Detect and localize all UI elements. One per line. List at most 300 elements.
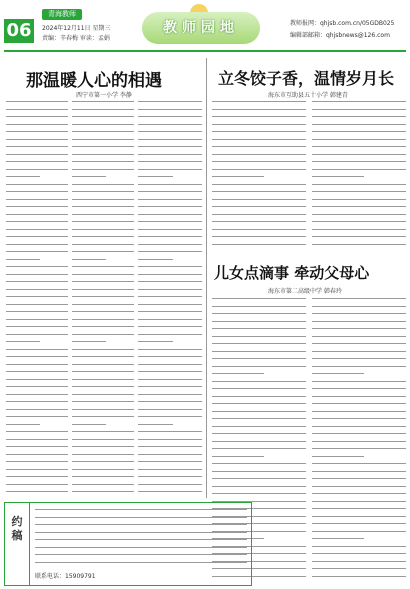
text-line bbox=[138, 109, 202, 110]
text-line bbox=[35, 539, 247, 540]
text-line bbox=[312, 306, 406, 307]
text-line bbox=[212, 176, 264, 177]
text-line bbox=[72, 341, 106, 342]
text-line bbox=[138, 454, 202, 455]
text-line bbox=[212, 351, 306, 352]
text-line bbox=[35, 562, 247, 563]
text-line bbox=[138, 304, 202, 305]
text-line bbox=[312, 199, 406, 200]
article-byline-1: 西宁市第一小学 李静 bbox=[76, 92, 132, 99]
text-line bbox=[72, 356, 134, 357]
text-line bbox=[72, 311, 134, 312]
text-line bbox=[312, 184, 406, 185]
text-line bbox=[138, 491, 202, 492]
text-line bbox=[6, 394, 68, 395]
editors-line: 责编：辛春梅 审读：孟娟 bbox=[42, 35, 110, 42]
text-line bbox=[212, 441, 306, 442]
text-line bbox=[212, 433, 306, 434]
text-line bbox=[312, 478, 406, 479]
text-line bbox=[72, 416, 134, 417]
text-line bbox=[212, 373, 264, 374]
text-line bbox=[212, 358, 306, 359]
text-line bbox=[72, 349, 134, 350]
text-line bbox=[212, 161, 306, 162]
text-line bbox=[138, 274, 202, 275]
text-line bbox=[138, 476, 202, 477]
text-line bbox=[138, 356, 202, 357]
text-line bbox=[212, 244, 306, 245]
text-line bbox=[138, 319, 202, 320]
text-line bbox=[72, 229, 134, 230]
text-line bbox=[212, 184, 306, 185]
article-body-2-col-1 bbox=[212, 101, 306, 251]
text-line bbox=[72, 469, 134, 470]
text-line bbox=[312, 546, 406, 547]
text-line bbox=[138, 184, 202, 185]
section-banner bbox=[142, 12, 260, 44]
text-line bbox=[212, 101, 306, 102]
text-line bbox=[72, 154, 134, 155]
text-line bbox=[312, 358, 406, 359]
text-line bbox=[6, 319, 68, 320]
text-line bbox=[72, 236, 134, 237]
text-line bbox=[312, 139, 406, 140]
text-line bbox=[72, 454, 134, 455]
text-line bbox=[138, 229, 202, 230]
call-for-submissions-box bbox=[4, 502, 252, 586]
text-line bbox=[138, 116, 202, 117]
text-line bbox=[212, 493, 306, 494]
text-line bbox=[138, 176, 173, 177]
text-line bbox=[6, 281, 68, 282]
text-line bbox=[6, 206, 68, 207]
text-line bbox=[138, 296, 202, 297]
text-line bbox=[138, 341, 173, 342]
text-line bbox=[72, 184, 134, 185]
text-line bbox=[6, 446, 68, 447]
text-line bbox=[212, 381, 306, 382]
text-line bbox=[138, 416, 202, 417]
text-line bbox=[312, 463, 406, 464]
text-line bbox=[312, 553, 406, 554]
text-line bbox=[6, 266, 68, 267]
text-line bbox=[6, 236, 68, 237]
text-line bbox=[6, 409, 68, 410]
text-line bbox=[312, 448, 406, 449]
text-line bbox=[312, 343, 406, 344]
text-line bbox=[212, 486, 306, 487]
column-divider bbox=[206, 58, 207, 258]
text-line bbox=[35, 554, 247, 555]
text-line bbox=[312, 388, 406, 389]
text-line bbox=[312, 298, 406, 299]
text-line bbox=[72, 146, 134, 147]
text-line bbox=[138, 131, 202, 132]
text-line bbox=[312, 328, 406, 329]
text-line bbox=[72, 491, 134, 492]
text-line bbox=[72, 251, 134, 252]
issue-date: 2024年12月11日 星期三 bbox=[42, 25, 111, 32]
article-body-3-col-2 bbox=[312, 298, 406, 586]
page-number: 06 bbox=[4, 19, 34, 43]
text-line bbox=[6, 379, 68, 380]
text-line bbox=[138, 349, 202, 350]
text-line bbox=[72, 176, 106, 177]
text-line bbox=[312, 161, 406, 162]
text-line bbox=[212, 366, 306, 367]
text-line bbox=[312, 321, 406, 322]
email-address[interactable]: 编辑部邮箱：qhjsbnews@126.com bbox=[290, 32, 390, 39]
text-line bbox=[72, 401, 134, 402]
ad-contact: 联系电话：15909791 bbox=[35, 573, 96, 580]
text-line bbox=[138, 401, 202, 402]
text-line bbox=[212, 328, 306, 329]
text-line bbox=[6, 199, 68, 200]
text-line bbox=[6, 154, 68, 155]
text-line bbox=[212, 298, 306, 299]
text-line bbox=[6, 424, 40, 425]
section-banner-title: 教师园地 bbox=[163, 20, 239, 36]
text-line bbox=[6, 274, 68, 275]
text-line bbox=[6, 371, 68, 372]
text-line bbox=[6, 296, 68, 297]
text-line bbox=[138, 146, 202, 147]
text-line bbox=[312, 176, 364, 177]
text-line bbox=[312, 418, 406, 419]
text-line bbox=[312, 191, 406, 192]
text-line bbox=[212, 343, 306, 344]
text-line bbox=[212, 214, 306, 215]
text-line bbox=[212, 139, 306, 140]
text-line bbox=[6, 386, 68, 387]
text-line bbox=[72, 424, 106, 425]
text-line bbox=[138, 424, 173, 425]
text-line bbox=[212, 131, 306, 132]
text-line bbox=[35, 532, 247, 533]
ad-body bbox=[35, 509, 247, 569]
text-line bbox=[6, 229, 68, 230]
text-line bbox=[312, 236, 406, 237]
text-line bbox=[212, 403, 306, 404]
text-line bbox=[72, 476, 134, 477]
text-line bbox=[312, 154, 406, 155]
text-line bbox=[312, 109, 406, 110]
text-line bbox=[72, 446, 134, 447]
text-line bbox=[312, 381, 406, 382]
text-line bbox=[212, 448, 306, 449]
text-line bbox=[212, 199, 306, 200]
text-line bbox=[312, 124, 406, 125]
text-line bbox=[6, 304, 68, 305]
text-line bbox=[72, 409, 134, 410]
text-line bbox=[138, 311, 202, 312]
text-line bbox=[72, 431, 134, 432]
text-line bbox=[6, 416, 68, 417]
text-line bbox=[312, 501, 406, 502]
text-line bbox=[212, 306, 306, 307]
text-line bbox=[212, 426, 306, 427]
text-line bbox=[138, 124, 202, 125]
text-line bbox=[72, 386, 134, 387]
article-body-1-col-2 bbox=[72, 101, 134, 499]
text-line bbox=[138, 484, 202, 485]
article-body-1-col-1 bbox=[6, 101, 68, 499]
text-line bbox=[312, 426, 406, 427]
text-line bbox=[212, 463, 306, 464]
text-line bbox=[138, 161, 202, 162]
text-line bbox=[72, 221, 134, 222]
text-line bbox=[138, 446, 202, 447]
text-line bbox=[138, 251, 202, 252]
site-url[interactable]: 教师报网：qhjsb.com.cn/05GDB025 bbox=[290, 20, 395, 27]
text-line bbox=[6, 169, 68, 170]
text-line bbox=[6, 311, 68, 312]
text-line bbox=[6, 341, 40, 342]
text-line bbox=[212, 154, 306, 155]
text-line bbox=[138, 461, 202, 462]
text-line bbox=[212, 221, 306, 222]
text-line bbox=[312, 411, 406, 412]
text-line bbox=[6, 484, 68, 485]
text-line bbox=[138, 101, 202, 102]
text-line bbox=[312, 523, 406, 524]
text-line bbox=[72, 161, 134, 162]
text-line bbox=[138, 334, 202, 335]
text-line bbox=[35, 517, 247, 518]
text-line bbox=[212, 418, 306, 419]
article-body-2-col-2 bbox=[312, 101, 406, 251]
text-line bbox=[138, 371, 202, 372]
text-line bbox=[138, 281, 202, 282]
text-line bbox=[6, 139, 68, 140]
text-line bbox=[6, 259, 40, 260]
text-line bbox=[212, 229, 306, 230]
text-line bbox=[6, 214, 68, 215]
text-line bbox=[6, 191, 68, 192]
text-line bbox=[312, 101, 406, 102]
text-line bbox=[312, 313, 406, 314]
text-line bbox=[138, 206, 202, 207]
text-line bbox=[6, 146, 68, 147]
text-line bbox=[6, 116, 68, 117]
article-title-1: 那温暖人心的相遇 bbox=[26, 71, 162, 91]
text-line bbox=[312, 131, 406, 132]
text-line bbox=[138, 431, 202, 432]
text-line bbox=[72, 319, 134, 320]
text-line bbox=[6, 461, 68, 462]
text-line bbox=[312, 214, 406, 215]
text-line bbox=[6, 469, 68, 470]
text-line bbox=[212, 236, 306, 237]
text-line bbox=[212, 456, 264, 457]
text-line bbox=[72, 326, 134, 327]
text-line bbox=[312, 336, 406, 337]
text-line bbox=[6, 101, 68, 102]
text-line bbox=[138, 469, 202, 470]
text-line bbox=[6, 176, 40, 177]
text-line bbox=[312, 229, 406, 230]
text-line bbox=[6, 289, 68, 290]
text-line bbox=[212, 116, 306, 117]
text-line bbox=[312, 568, 406, 569]
text-line bbox=[212, 321, 306, 322]
text-line bbox=[312, 471, 406, 472]
text-line bbox=[72, 364, 134, 365]
text-line bbox=[72, 289, 134, 290]
paper-logo: 青海教师 bbox=[42, 9, 82, 20]
text-line bbox=[6, 454, 68, 455]
text-line bbox=[72, 244, 134, 245]
text-line bbox=[138, 326, 202, 327]
column-divider bbox=[206, 258, 207, 498]
text-line bbox=[72, 214, 134, 215]
text-line bbox=[72, 109, 134, 110]
text-line bbox=[312, 508, 406, 509]
ad-divider bbox=[29, 503, 30, 586]
text-line bbox=[72, 116, 134, 117]
text-line bbox=[312, 373, 364, 374]
text-line bbox=[6, 364, 68, 365]
text-line bbox=[312, 531, 406, 532]
text-line bbox=[138, 191, 202, 192]
text-line bbox=[6, 131, 68, 132]
text-line bbox=[212, 146, 306, 147]
text-line bbox=[72, 461, 134, 462]
text-line bbox=[72, 439, 134, 440]
text-line bbox=[212, 411, 306, 412]
text-line bbox=[138, 259, 173, 260]
text-line bbox=[212, 191, 306, 192]
article-byline-3: 海东市第二高级中学 韩春玲 bbox=[268, 288, 342, 295]
text-line bbox=[138, 394, 202, 395]
text-line bbox=[212, 313, 306, 314]
header-rule bbox=[4, 50, 406, 52]
text-line bbox=[212, 124, 306, 125]
text-line bbox=[138, 439, 202, 440]
text-line bbox=[72, 131, 134, 132]
text-line bbox=[138, 289, 202, 290]
text-line bbox=[138, 169, 202, 170]
text-line bbox=[138, 266, 202, 267]
text-line bbox=[138, 154, 202, 155]
text-line bbox=[72, 334, 134, 335]
text-line bbox=[212, 471, 306, 472]
text-line bbox=[72, 296, 134, 297]
text-line bbox=[212, 388, 306, 389]
text-line bbox=[312, 561, 406, 562]
text-line bbox=[72, 124, 134, 125]
article-body-1-col-3 bbox=[138, 101, 202, 499]
text-line bbox=[6, 349, 68, 350]
text-line bbox=[312, 366, 406, 367]
text-line bbox=[212, 206, 306, 207]
text-line bbox=[6, 439, 68, 440]
text-line bbox=[138, 364, 202, 365]
text-line bbox=[6, 326, 68, 327]
text-line bbox=[138, 221, 202, 222]
text-line bbox=[138, 139, 202, 140]
text-line bbox=[6, 124, 68, 125]
text-line bbox=[138, 214, 202, 215]
text-line bbox=[312, 516, 406, 517]
text-line bbox=[312, 221, 406, 222]
text-line bbox=[72, 371, 134, 372]
text-line bbox=[72, 281, 134, 282]
text-line bbox=[72, 139, 134, 140]
text-line bbox=[6, 251, 68, 252]
text-line bbox=[6, 491, 68, 492]
text-line bbox=[312, 206, 406, 207]
text-line bbox=[138, 379, 202, 380]
text-line bbox=[6, 431, 68, 432]
text-line bbox=[312, 433, 406, 434]
article-title-2: 立冬饺子香，温情岁月长 bbox=[218, 69, 395, 88]
text-line bbox=[72, 259, 106, 260]
text-line bbox=[72, 169, 134, 170]
text-line bbox=[6, 356, 68, 357]
text-line bbox=[312, 576, 406, 577]
text-line bbox=[312, 441, 406, 442]
text-line bbox=[6, 401, 68, 402]
text-line bbox=[6, 184, 68, 185]
text-line bbox=[72, 394, 134, 395]
text-line bbox=[72, 199, 134, 200]
text-line bbox=[72, 484, 134, 485]
text-line bbox=[312, 116, 406, 117]
text-line bbox=[6, 109, 68, 110]
text-line bbox=[138, 386, 202, 387]
text-line bbox=[35, 509, 247, 510]
text-line bbox=[6, 476, 68, 477]
text-line bbox=[212, 478, 306, 479]
text-line bbox=[72, 274, 134, 275]
page-header bbox=[0, 0, 410, 52]
text-line bbox=[138, 409, 202, 410]
text-line bbox=[212, 396, 306, 397]
text-line bbox=[312, 456, 364, 457]
text-line bbox=[212, 169, 306, 170]
text-line bbox=[138, 236, 202, 237]
text-line bbox=[312, 146, 406, 147]
article-title-3: 儿女点滴事 牵动父母心 bbox=[214, 264, 370, 282]
text-line bbox=[138, 244, 202, 245]
text-line bbox=[312, 244, 406, 245]
text-line bbox=[72, 379, 134, 380]
text-line bbox=[72, 206, 134, 207]
text-line bbox=[6, 244, 68, 245]
article-byline-2: 海东市互助县五十小学 韩建青 bbox=[268, 92, 348, 99]
text-line bbox=[72, 304, 134, 305]
text-line bbox=[72, 191, 134, 192]
text-line bbox=[312, 169, 406, 170]
text-line bbox=[312, 538, 364, 539]
text-line bbox=[312, 493, 406, 494]
text-line bbox=[212, 336, 306, 337]
text-line bbox=[6, 334, 68, 335]
text-line bbox=[212, 109, 306, 110]
text-line bbox=[35, 524, 247, 525]
text-line bbox=[35, 547, 247, 548]
text-line bbox=[138, 199, 202, 200]
text-line bbox=[6, 161, 68, 162]
text-line bbox=[312, 403, 406, 404]
text-line bbox=[72, 101, 134, 102]
ad-label: 约稿 bbox=[11, 515, 23, 542]
text-line bbox=[312, 351, 406, 352]
text-line bbox=[72, 266, 134, 267]
text-line bbox=[312, 486, 406, 487]
text-line bbox=[312, 396, 406, 397]
